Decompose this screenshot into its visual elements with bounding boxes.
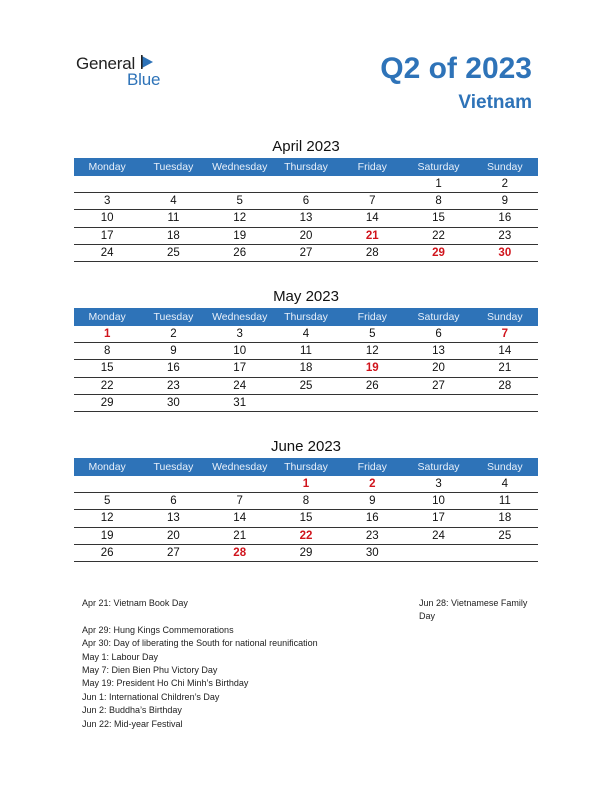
day-cell: 27 — [299, 246, 313, 259]
weekday-header: Wednesday — [212, 161, 268, 173]
weekday-header: Tuesday — [153, 161, 194, 173]
day-cell: 24 — [100, 246, 114, 259]
month-title: May 2023 — [273, 288, 339, 305]
day-cell: 29 — [299, 546, 313, 559]
weekday-header: Saturday — [417, 161, 460, 173]
day-cell: 29 — [432, 246, 445, 259]
day-cell: 4 — [501, 478, 509, 490]
holiday-note: Apr 30: Day of liberating the South for national reunification — [82, 638, 318, 649]
week-row — [74, 545, 538, 562]
holiday-note — [82, 610, 318, 623]
day-cell — [207, 476, 273, 492]
holiday-note: Jun 1: International Children’s Day — [82, 691, 220, 702]
day-cell: 13 — [432, 345, 445, 358]
day-cell: 8 — [435, 195, 442, 208]
weekday-header: Monday — [88, 461, 126, 473]
day-cell: 2 — [170, 328, 177, 340]
holiday-notes-left — [82, 597, 318, 731]
weekday-header: Sunday — [487, 161, 523, 173]
day-cell: 7 — [236, 495, 243, 508]
day-cell: 8 — [103, 345, 111, 358]
day-cell: 20 — [432, 362, 445, 375]
day-cell: 23 — [365, 529, 379, 542]
day-cell: 10 — [233, 345, 247, 358]
day-cell — [140, 476, 206, 492]
weekday-header-row — [74, 308, 538, 326]
day-cell — [405, 395, 471, 411]
weekday-header: Thursday — [284, 161, 328, 173]
day-cell: 1 — [103, 328, 111, 340]
day-cell: 9 — [369, 495, 376, 508]
day-cell: 30 — [365, 546, 379, 559]
holiday-note: Day — [419, 611, 436, 622]
day-cell: 23 — [167, 379, 180, 392]
weekday-header: Thursday — [284, 311, 328, 323]
week-row — [74, 176, 538, 193]
day-cell: 12 — [233, 212, 247, 225]
day-cell: 11 — [167, 212, 180, 225]
day-cell — [472, 545, 538, 561]
day-cell: 26 — [100, 546, 114, 559]
day-cell: 21 — [365, 229, 379, 242]
day-cell: 17 — [100, 229, 114, 242]
day-cell: 20 — [167, 529, 180, 542]
week-row — [74, 228, 538, 245]
day-cell: 3 — [435, 478, 442, 490]
weekday-header-row — [74, 158, 538, 176]
day-cell: 18 — [498, 512, 512, 525]
weekday-header: Friday — [357, 161, 387, 173]
holiday-note: Apr 29: Hung Kings Commemorations — [82, 624, 234, 635]
day-cell: 19 — [233, 229, 247, 242]
day-cell: 14 — [233, 512, 247, 525]
day-cell: 1 — [302, 478, 310, 490]
day-cell — [140, 176, 206, 192]
week-row — [74, 210, 538, 227]
day-cell: 16 — [365, 512, 379, 525]
day-cell: 28 — [365, 246, 379, 259]
day-cell: 6 — [170, 495, 177, 508]
weekday-header: Tuesday — [153, 461, 194, 473]
day-cell — [74, 176, 140, 192]
weekday-header: Saturday — [417, 461, 460, 473]
day-cell: 7 — [369, 195, 376, 208]
week-row — [74, 326, 538, 343]
day-cell: 24 — [233, 379, 247, 392]
month-calendar-april — [74, 136, 538, 262]
weekday-header: Saturday — [417, 311, 460, 323]
day-cell: 3 — [103, 195, 111, 208]
day-cell: 20 — [299, 229, 313, 242]
weekday-header: Friday — [357, 311, 387, 323]
day-cell: 1 — [435, 178, 442, 190]
day-cell: 22 — [432, 229, 445, 242]
day-cell: 28 — [498, 379, 512, 392]
day-cell: 15 — [432, 212, 445, 225]
day-cell: 30 — [167, 396, 180, 409]
day-cell: 22 — [299, 529, 313, 542]
holiday-note: May 1: Labour Day — [82, 651, 159, 662]
day-cell: 3 — [236, 328, 243, 340]
day-cell: 25 — [498, 529, 512, 542]
day-cell: 5 — [103, 495, 111, 508]
weekday-header: Wednesday — [212, 311, 268, 323]
day-cell: 19 — [100, 529, 114, 542]
month-calendar-june — [74, 436, 538, 562]
page-title: Q2 of 2023 — [380, 52, 532, 85]
day-cell: 12 — [365, 345, 379, 358]
weekday-header: Friday — [357, 461, 387, 473]
day-cell: 4 — [170, 195, 177, 208]
day-cell: 9 — [170, 345, 177, 358]
day-cell: 21 — [498, 362, 512, 375]
day-cell — [339, 176, 405, 192]
day-cell: 15 — [299, 512, 313, 525]
weekday-header: Tuesday — [153, 311, 194, 323]
day-cell: 29 — [100, 396, 114, 409]
month-title: June 2023 — [270, 438, 342, 455]
day-cell: 18 — [299, 362, 313, 375]
logo-text-general: General — [76, 54, 136, 73]
day-cell: 14 — [498, 345, 512, 358]
weekday-header: Monday — [88, 311, 126, 323]
day-cell: 8 — [302, 495, 310, 508]
generalblue-logo — [76, 52, 176, 92]
day-cell: 5 — [369, 328, 376, 340]
weekday-header: Monday — [88, 161, 126, 173]
week-row — [74, 510, 538, 527]
day-cell: 2 — [369, 478, 376, 490]
holiday-note: Apr 21: Vietnam Book Day — [82, 598, 188, 608]
month-title: April 2023 — [272, 138, 340, 155]
day-cell — [405, 545, 471, 561]
weekday-header: Sunday — [487, 461, 523, 473]
day-cell: 10 — [432, 495, 445, 508]
week-row — [74, 476, 538, 493]
day-cell: 11 — [498, 495, 511, 508]
day-cell: 16 — [167, 362, 180, 375]
day-cell: 21 — [233, 529, 247, 542]
day-cell: 27 — [432, 379, 445, 392]
week-row — [74, 378, 538, 395]
week-row — [74, 528, 538, 545]
day-cell: 23 — [498, 229, 512, 242]
holiday-note: Jun 28: Vietnamese Family — [419, 598, 528, 608]
country-name: Vietnam — [458, 92, 532, 113]
day-cell: 11 — [300, 345, 312, 358]
day-cell: 7 — [501, 328, 509, 340]
holiday-note: Jun 2: Buddha’s Birthday — [82, 705, 182, 716]
day-cell: 18 — [167, 229, 180, 242]
day-cell: 27 — [167, 546, 180, 559]
day-cell: 25 — [299, 379, 313, 392]
holiday-note: May 7: Dien Bien Phu Victory Day — [82, 665, 218, 676]
week-row — [74, 245, 538, 262]
weekday-header: Sunday — [487, 311, 523, 323]
day-cell — [74, 476, 140, 492]
day-cell — [207, 176, 273, 192]
day-cell: 16 — [498, 212, 512, 225]
day-cell: 6 — [435, 328, 442, 340]
day-cell: 12 — [100, 512, 114, 525]
day-cell: 2 — [501, 178, 509, 190]
week-row — [74, 395, 538, 412]
day-cell — [273, 176, 339, 192]
day-cell: 25 — [167, 246, 180, 259]
day-cell: 13 — [167, 512, 180, 525]
day-cell: 31 — [233, 396, 247, 409]
month-calendar-may — [74, 286, 538, 412]
holiday-note: Jun 22: Mid-year Festival — [82, 718, 183, 729]
day-cell — [273, 395, 339, 411]
weekday-header-row — [74, 458, 538, 476]
day-cell: 6 — [302, 195, 310, 208]
day-cell: 30 — [498, 246, 512, 259]
day-cell: 26 — [233, 246, 247, 259]
day-cell — [339, 395, 405, 411]
day-cell: 22 — [100, 379, 114, 392]
day-cell: 28 — [233, 546, 247, 559]
week-row — [74, 493, 538, 510]
weekday-header: Wednesday — [212, 461, 268, 473]
week-row — [74, 360, 538, 377]
day-cell: 15 — [100, 362, 114, 375]
day-cell: 4 — [302, 328, 310, 340]
day-cell: 19 — [365, 362, 379, 375]
day-cell: 9 — [501, 195, 509, 208]
day-cell: 5 — [236, 195, 243, 208]
week-row — [74, 343, 538, 360]
holiday-notes-right — [419, 597, 527, 624]
day-cell: 26 — [365, 379, 379, 392]
day-cell: 24 — [432, 529, 445, 542]
weekday-header: Thursday — [284, 461, 328, 473]
day-cell: 10 — [100, 212, 114, 225]
flag-icon — [140, 55, 154, 69]
logo-text-blue: Blue — [127, 70, 161, 89]
day-cell: 13 — [299, 212, 313, 225]
week-row — [74, 193, 538, 210]
day-cell: 17 — [432, 512, 445, 525]
day-cell: 17 — [233, 362, 247, 375]
holiday-note: May 19: President Ho Chi Minh’s Birthday — [82, 678, 249, 689]
day-cell — [472, 395, 538, 411]
day-cell: 14 — [365, 212, 379, 225]
